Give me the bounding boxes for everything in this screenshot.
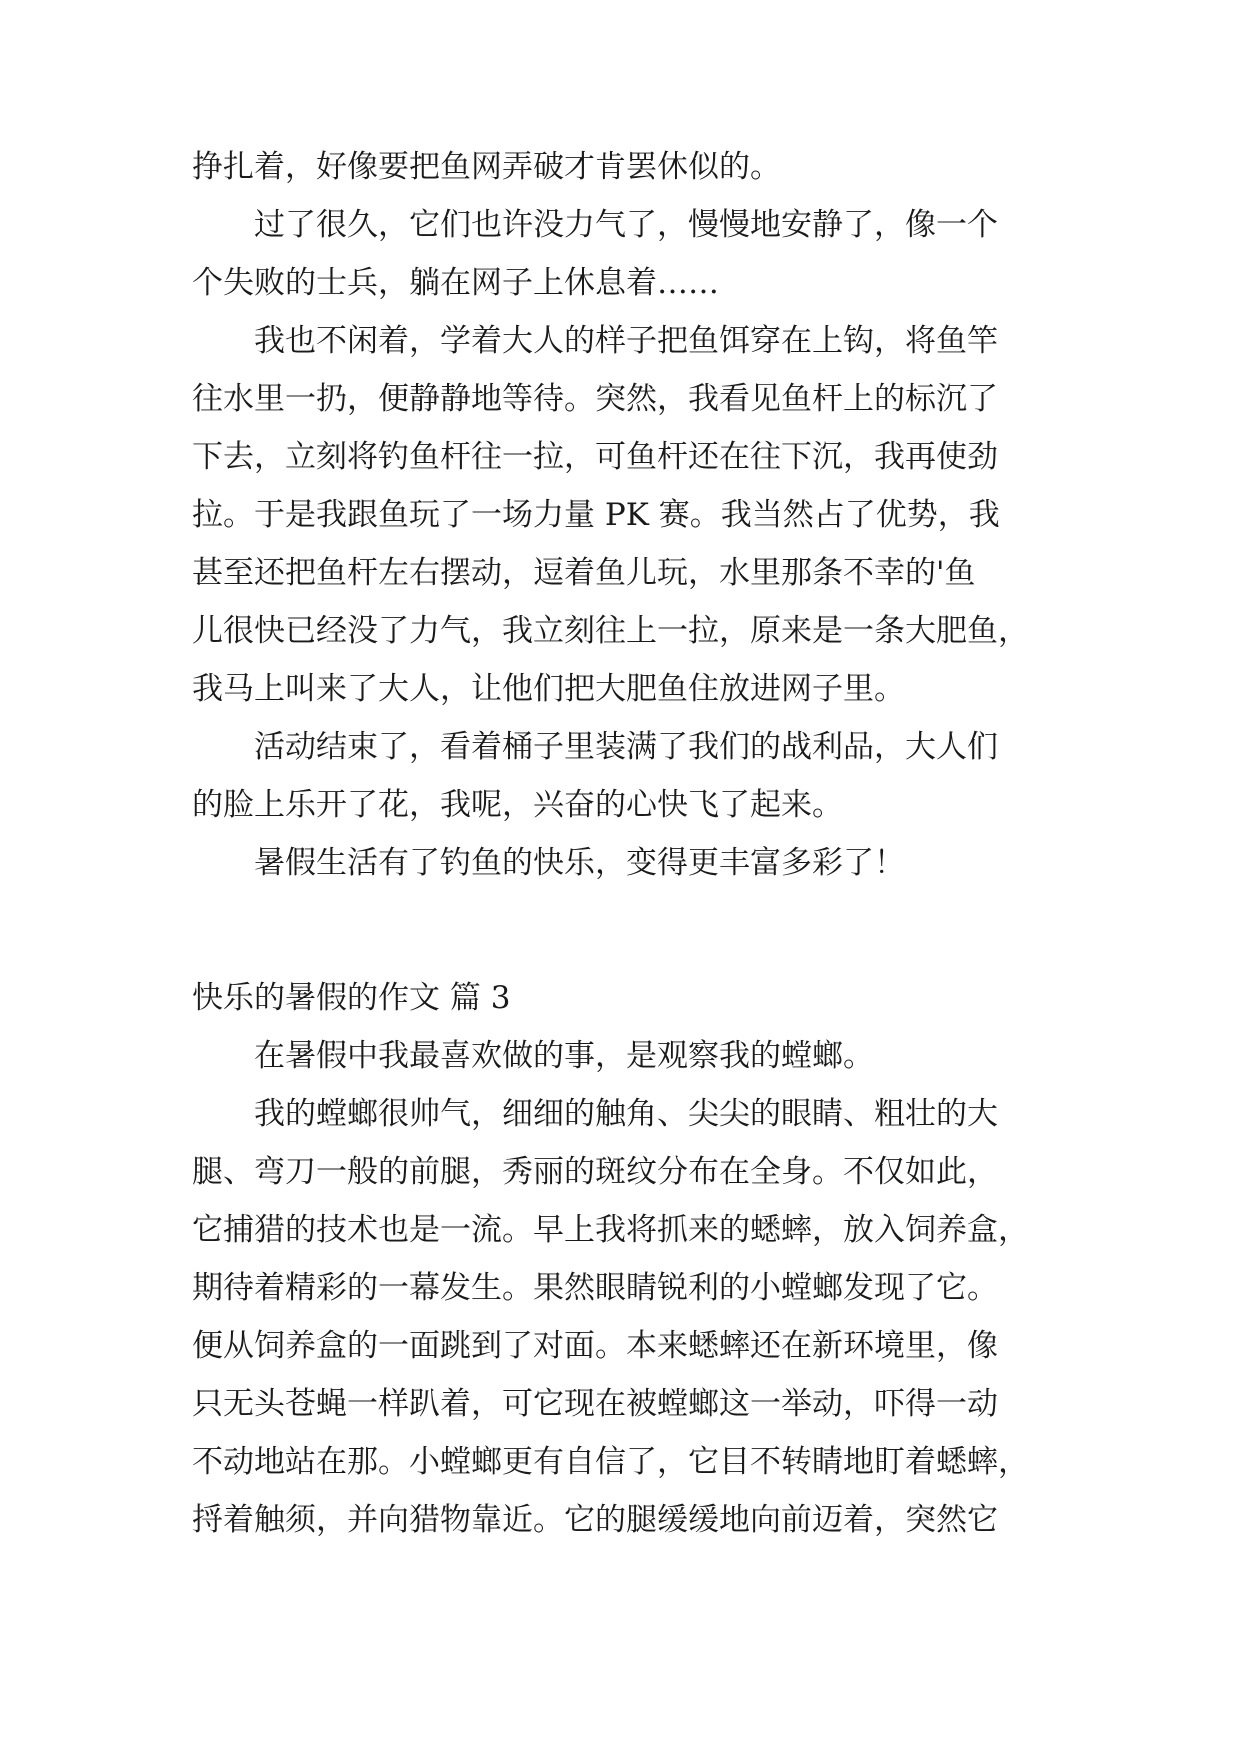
paragraph-line: 下去，立刻将钓鱼杆往一拉，可鱼杆还在往下沉，我再使劲: [192, 439, 998, 475]
paragraph-line: 我的螳螂很帅气，细细的触角、尖尖的眼睛、粗壮的大: [254, 1096, 998, 1132]
paragraph-line: 它捕猎的技术也是一流。早上我将抓来的蟋蟀，放入饲养盒，: [192, 1212, 1029, 1248]
paragraph-line: 过了很久，它们也许没力气了，慢慢地安静了，像一个: [254, 207, 998, 243]
paragraph-line: 拉。于是我跟鱼玩了一场力量 PK 赛。我当然占了优势，我: [192, 497, 1000, 533]
paragraph-line: 个失败的士兵，躺在网子上休息着……: [192, 265, 719, 301]
paragraph-line: 活动结束了，看着桶子里装满了我们的战利品，大人们: [254, 729, 998, 765]
paragraph-line: 期待着精彩的一幕发生。果然眼睛锐利的小螳螂发现了它。: [192, 1270, 998, 1306]
paragraph-line: 捋着触须，并向猎物靠近。它的腿缓缓地向前迈着，突然它: [192, 1502, 998, 1538]
paragraph-line: 腿、弯刀一般的前腿，秀丽的斑纹分布在全身。不仅如此，: [192, 1154, 998, 1190]
paragraph-line: 甚至还把鱼杆左右摆动，逗着鱼儿玩，水里那条不幸的'鱼: [192, 555, 976, 591]
paragraph-line: 我马上叫来了大人，让他们把大肥鱼住放进网子里。: [192, 671, 905, 707]
essay-section-1: [192, 138, 1052, 892]
paragraph-line: 不动地站在那。小螳螂更有自信了，它目不转睛地盯着蟋蟀，: [192, 1444, 1029, 1480]
paragraph-line: 只无头苍蝇一样趴着，可它现在被螳螂这一举动，吓得一动: [192, 1386, 998, 1422]
paragraph-line: 便从饲养盒的一面跳到了对面。本来蟋蟀还在新环境里，像: [192, 1328, 998, 1364]
paragraph-line: 暑假生活有了钓鱼的快乐，变得更丰富多彩了！: [254, 845, 905, 881]
paragraph-line: 的脸上乐开了花，我呢，兴奋的心快飞了起来。: [192, 787, 843, 823]
paragraph-line: 儿很快已经没了力气，我立刻往上一拉，原来是一条大肥鱼，: [192, 613, 1029, 649]
paragraph-line: 我也不闲着，学着大人的样子把鱼饵穿在上钩，将鱼竿: [254, 323, 998, 359]
essay-section-2: [192, 1027, 1052, 1549]
paragraph-line: 在暑假中我最喜欢做的事，是观察我的螳螂。: [254, 1038, 874, 1074]
paragraph-line: 往水里一扔，便静静地等待。突然，我看见鱼杆上的标沉了: [192, 381, 998, 417]
essay-heading: 快乐的暑假的作文 篇 3: [192, 980, 511, 1016]
paragraph-line: 挣扎着，好像要把鱼网弄破才肯罢休似的。: [192, 149, 781, 185]
